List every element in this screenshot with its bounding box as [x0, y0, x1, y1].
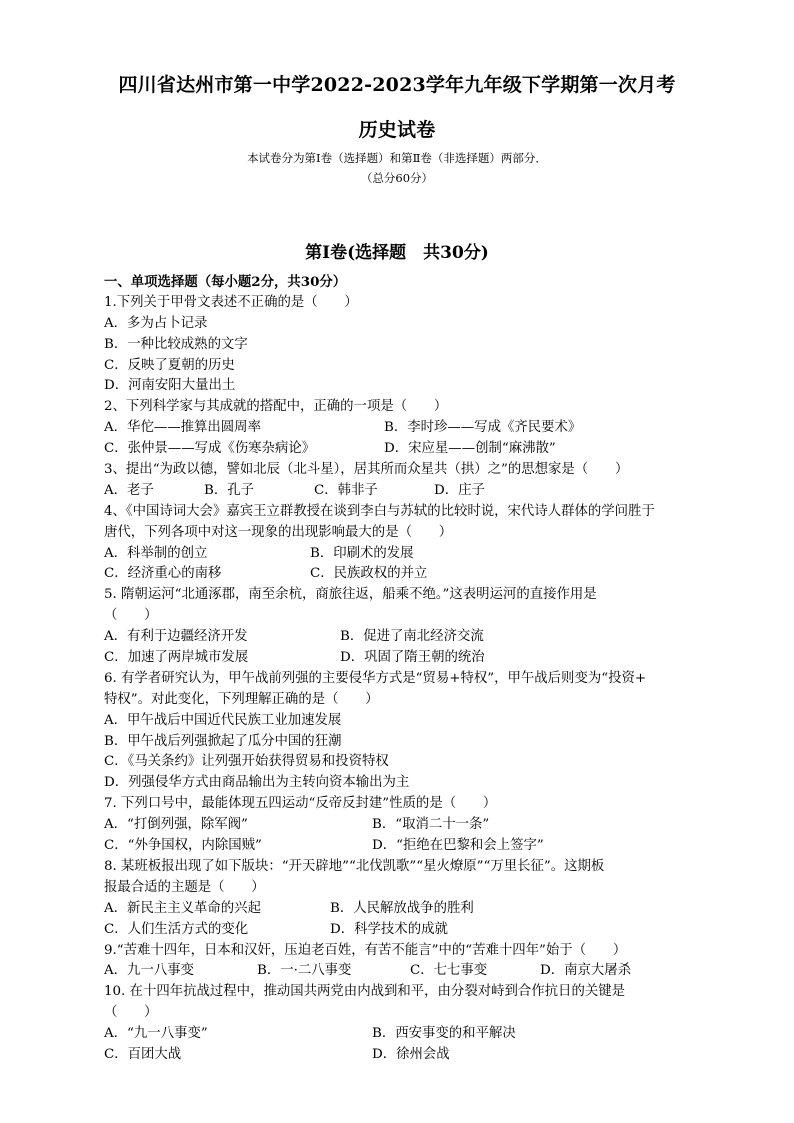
option: C．反映了夏朝的历史: [104, 357, 235, 373]
option: C．民族政权的并立: [310, 566, 428, 582]
option: C．张仲景——写成《伤寒杂病论》: [104, 441, 316, 457]
question-stem: 9.“苦难十四年，日本和汉奸，压迫老百姓，有苦不能言”中的“苦难十四年”始于（ ）: [104, 942, 627, 958]
option: D．列强侵华方式由商品输出为主转向资本输出为主: [104, 775, 410, 791]
question-stem: 10. 在十四年抗战过程中，推动国共两党由内战到和平，由分裂对峙到合作抗日的关键是: [104, 984, 626, 1000]
option: C．七七事变: [410, 963, 488, 979]
option: A．老子: [104, 482, 154, 498]
option-row: [104, 899, 696, 920]
option: A．甲午战后中国近代民族工业加速发展: [104, 712, 342, 728]
option-row: [104, 439, 696, 460]
question-list: [104, 272, 696, 1066]
option: A．科举制的创立: [104, 545, 208, 561]
option-row: [104, 418, 696, 439]
question-stem-cont: 唐代，下列各项中对这一现象的出现影响最大的是（ ）: [104, 524, 453, 540]
question-stem-cont: （ ）: [104, 1005, 158, 1021]
option-row: [104, 627, 696, 648]
option: C．百团大战: [104, 1046, 182, 1062]
option-row: [104, 564, 696, 585]
option: B．一·二八事变: [257, 963, 352, 979]
option: B．促进了南北经济交流: [340, 629, 484, 645]
part-title: 第Ⅰ卷(选择题 共30分): [305, 243, 489, 263]
option: C．《马关条约》让列强开始获得贸易和投资特权: [104, 754, 389, 770]
question-stem: 1.下列关于甲骨文表述不正确的是（ ）: [104, 294, 358, 310]
exam-note: 本试卷分为第Ⅰ卷（选择题）和第Ⅱ卷（非选择题）两部分．: [247, 151, 547, 165]
question-stem: 2、下列科学家与其成就的搭配中，正确的一项是（ ）: [104, 399, 448, 415]
option: C．经济重心的南移: [104, 566, 222, 582]
option: D．南京大屠杀: [540, 963, 632, 979]
question-stem: 7. 下列口号中，最能体现五四运动“反帝反封建”性质的是（ ）: [104, 796, 497, 812]
option: A．华佗——推算出圆周率: [104, 420, 261, 436]
question-stem-cont: 报最合适的主题是（ ）: [104, 879, 265, 895]
question-stem-cont: 特权”。对此变化，下列理解正确的是（ ）: [104, 691, 379, 707]
option: D．科学技术的成就: [330, 921, 448, 937]
option-row: [104, 920, 696, 941]
option-row: [104, 836, 696, 857]
option-row: [104, 481, 696, 502]
option: D．徐州会战: [372, 1046, 450, 1062]
option: B．“取消二十一条”: [372, 817, 490, 833]
option: A．有利于边疆经济开发: [104, 629, 248, 645]
option: B．印刷术的发展: [310, 545, 414, 561]
exam-title: 四川省达州市第一中学2022-2023学年九年级下学期第一次月考: [118, 74, 676, 96]
option: C．韩非子: [314, 482, 378, 498]
question-stem-cont: （ ）: [104, 608, 158, 624]
option: B．一种比较成熟的文字: [104, 336, 248, 352]
question-stem: 3、提出“为政以德，譬如北辰（北斗星），居其所而众星共（拱）之”的思想家是（ ）: [104, 462, 629, 478]
option-row: [104, 544, 696, 565]
total-score-note: （总分60分）: [360, 171, 434, 185]
option-row: [104, 1045, 696, 1066]
option: C．人们生活方式的变化: [104, 921, 249, 937]
option-row: [104, 1024, 696, 1045]
option: A．多为占卜记录: [104, 315, 208, 331]
option: D．河南安阳大量出土: [104, 378, 236, 394]
exam-subject: 历史试卷: [358, 119, 436, 141]
question-stem: 4、《中国诗词大会》嘉宾王立群教授在谈到李白与苏轼的比较时说，宋代诗人群体的学问胜于: [104, 503, 655, 519]
option: C．加速了两岸城市发展: [104, 650, 249, 666]
question-stem: 5. 隋朝运河“北通涿郡，南至余杭，商旅往返，船乘不绝。”这表明运河的直接作用是: [104, 587, 597, 603]
option-row: [104, 648, 696, 669]
option: B．甲午战后列强掀起了瓜分中国的狂潮: [104, 733, 342, 749]
option: A．“九一八事变”: [104, 1026, 208, 1042]
option: A．“打倒列强，除军阀”: [104, 817, 248, 833]
option: D．庄子: [434, 482, 485, 498]
option: D．宋应星——创制“麻沸散”: [384, 441, 556, 457]
option-row: [104, 961, 696, 982]
section-title: 一、单项选择题（每小题2分，共30分）: [104, 274, 347, 290]
option: D．巩固了隋王朝的统治: [340, 650, 485, 666]
option: B．西安事变的和平解决: [372, 1026, 516, 1042]
option: B．人民解放战争的胜利: [330, 900, 474, 916]
option: B．李时珍——写成《齐民要术》: [384, 420, 582, 436]
question-stem: 6. 有学者研究认为，甲午战前列强的主要侵华方式是“贸易+特权”，甲午战后则变为“投资+: [104, 670, 647, 686]
option-row: [104, 815, 696, 836]
option: A．新民主主义革命的兴起: [104, 900, 261, 916]
option: C．“外争国权，内除国贼”: [104, 838, 262, 854]
option: D．“拒绝在巴黎和会上签字”: [372, 838, 544, 854]
option: B．孔子: [204, 482, 255, 498]
option: A．九一八事变: [104, 963, 195, 979]
question-stem: 8. 某班板报出现了如下版块：“开天辟地”“北伐凯歌”“星火燎原”“万里长征”。这期板: [104, 858, 605, 874]
